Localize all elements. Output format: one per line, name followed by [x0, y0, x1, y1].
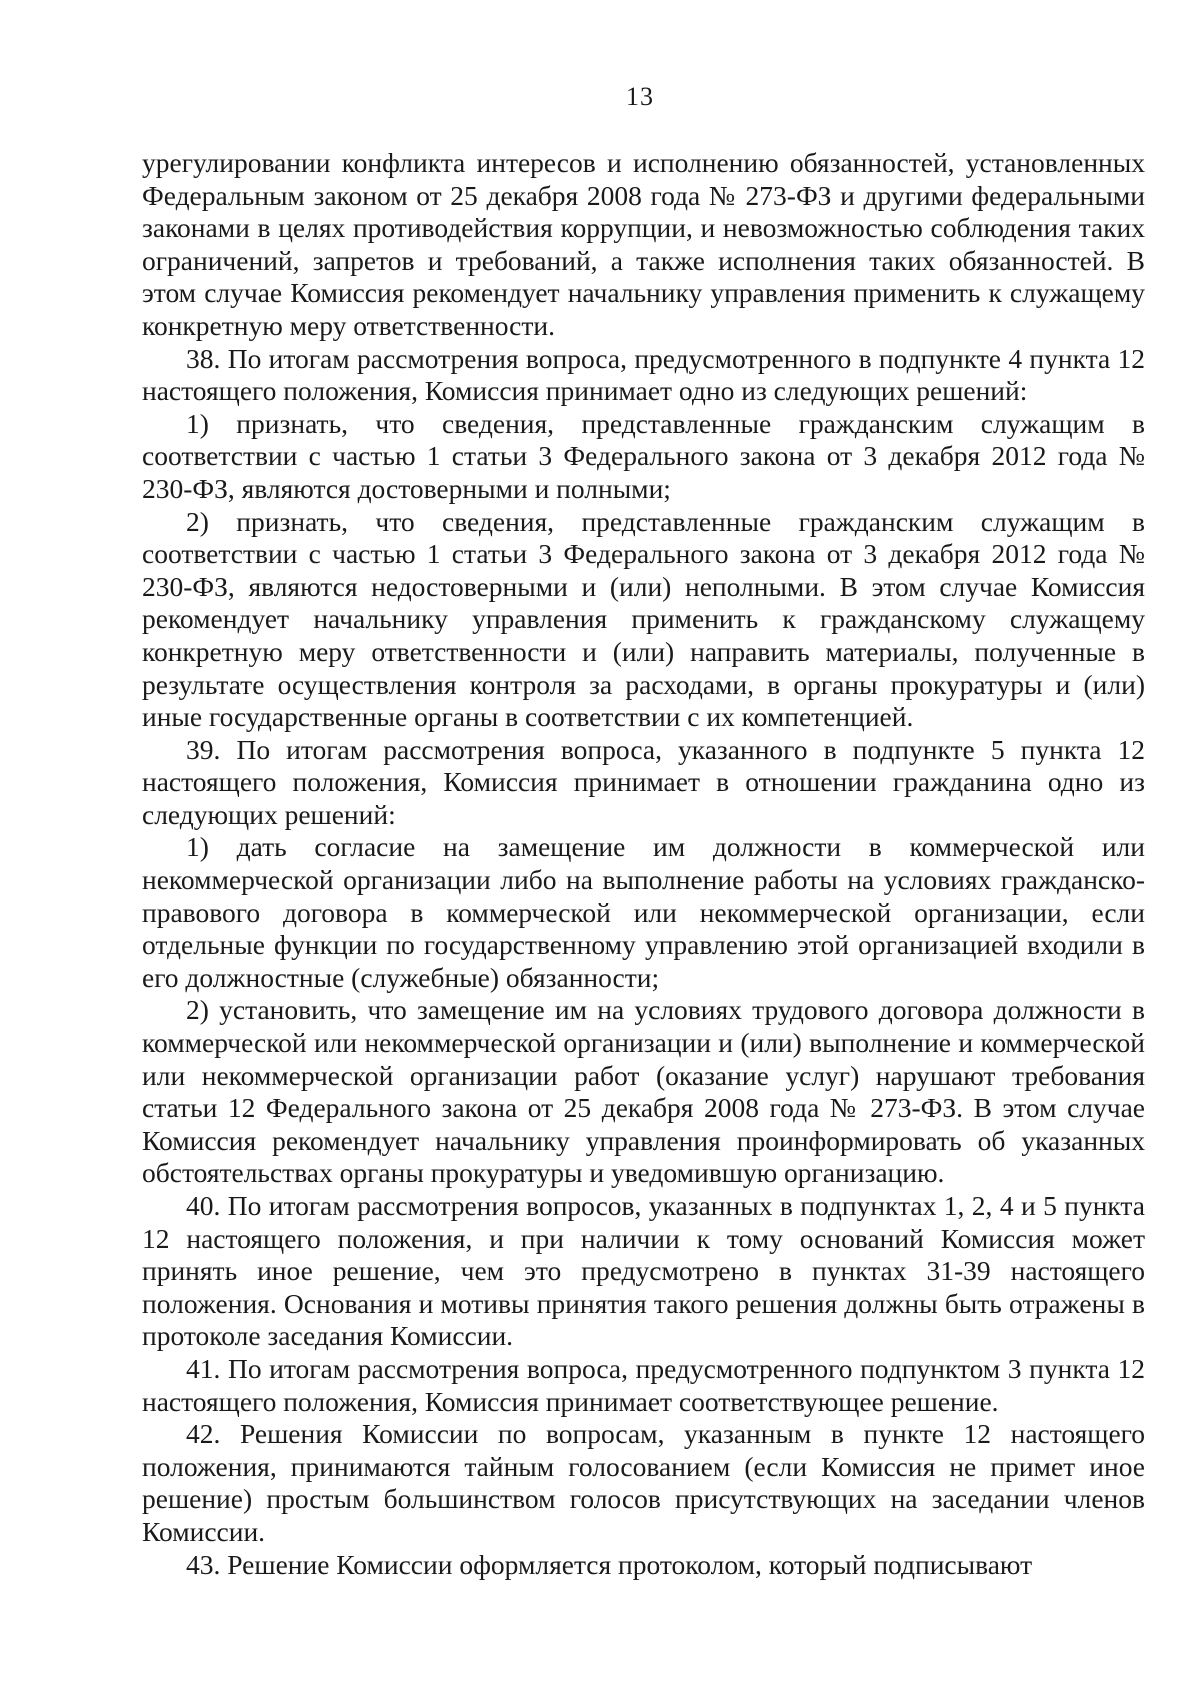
paragraph-42: 42. Решения Комиссии по вопросам, указанным в пункте 12 настоящего положения, принимаются тайным голосованием (если Комиссия не примет иное решение) простым большинством голосов присутствующих на заседании членов Комиссии. [142, 1418, 1145, 1547]
paragraph-39-item-2: 2) установить, что замещение им на условиях трудового договора должности в коммерческой или некоммерческой организации и (или) выполнение и коммерческой или некоммерческой организации работ (оказание услуг) нарушают требования статьи 12 Федерального закона от 25 декабря 2008 года № 273-ФЗ. В этом случае Комиссия рекомендует начальнику управления проинформировать об указанных обстоятельствах органы прокуратуры и уведомившую организацию. [142, 994, 1145, 1189]
page-number: 13 [626, 82, 654, 111]
paragraph-39: 39. По итогам рассмотрения вопроса, указанного в подпункте 5 пункта 12 настоящего положения, Комиссия принимает в отношении гражданина одно из следующих решений: [142, 733, 1145, 830]
paragraph-41: 41. По итогам рассмотрения вопроса, предусмотренного подпунктом 3 пункта 12 настоящего положения, Комиссия принимает соответствующее решение. [142, 1352, 1145, 1417]
paragraph-38-item-2: 2) признать, что сведения, представленные гражданским служащим в соответствии с частью 1 статьи 3 Федерального закона от 3 декабря 2012 года № 230-ФЗ, являются недостоверными и (или) неполными. В этом случае Комиссия рекомендует начальнику управления применить к гражданскому служащему конкретную меру ответственности и (или) направить материалы, полученные в результате осуществления контроля за расходами, в органы прокуратуры и (или) иные государственные органы в соответствии с их компетенцией. [142, 505, 1145, 733]
paragraph-continuation: урегулировании конфликта интересов и исполнению обязанностей, установленных Федеральным законом от 25 декабря 2008 года № 273-ФЗ и другими федеральными законами в целях противодействия коррупции, и невозможностью соблюдения таких ограничений, запретов и требований, а также исполнения таких обязанностей. В этом случае Комиссия рекомендует начальнику управления применить к служащему конкретную меру ответственности. [142, 147, 1145, 341]
paragraph-39-item-1: 1) дать согласие на замещение им должности в коммерческой или некоммерческой организации либо на выполнение работы на условиях гражданско-правового договора в коммерческой или некоммерческой организации, если отдельные функции по государственному управлению этой организацией входили в его должностные (служебные) обязанности; [142, 831, 1145, 993]
paragraph-38: 38. По итогам рассмотрения вопроса, предусмотренного в подпункте 4 пункта 12 настоящего положения, Комиссия принимает одно из следующих решений: [142, 342, 1145, 407]
paragraph-43: 43. Решение Комиссии оформляется протоколом, который подписывают [186, 1548, 1033, 1580]
paragraph-38-item-1: 1) признать, что сведения, представленные гражданским служащим в соответствии с частью 1 статьи 3 Федерального закона от 3 декабря 2012 года № 230-ФЗ, являются достоверными и полными; [142, 407, 1145, 504]
paragraph-40: 40. По итогам рассмотрения вопросов, указанных в подпунктах 1, 2, 4 и 5 пункта 12 настоящего положения, и при наличии к тому оснований Комиссия может принять иное решение, чем это предусмотрено в пунктах 31-39 настоящего положения. Основания и мотивы принятия такого решения должны быть отражены в протоколе заседания Комиссии. [142, 1190, 1145, 1352]
document-body [142, 147, 1145, 1581]
